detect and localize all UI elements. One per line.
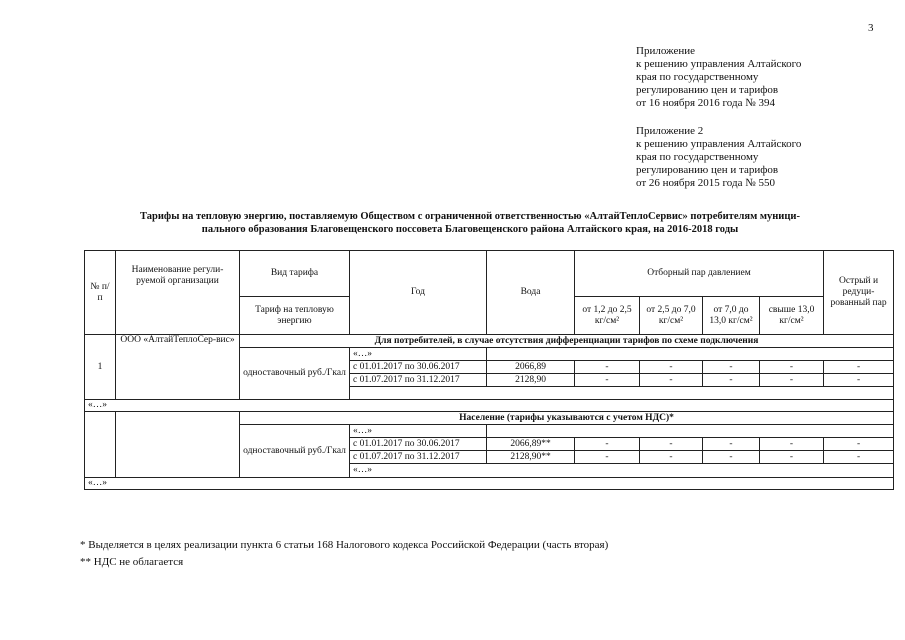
appendix-line: регулированию цен и тарифов bbox=[636, 84, 779, 96]
appendix-line: края по государственному bbox=[636, 71, 759, 83]
footnote-2: ** НДС не облагается bbox=[80, 556, 184, 568]
appendix-line: от 26 ноября 2015 года № 550 bbox=[636, 177, 775, 189]
sharp-cell: - bbox=[824, 438, 894, 451]
section1-title: Для потребителей, в случае отсутствия дифференциации тарифов по схеме подключения bbox=[240, 335, 894, 348]
appendix-line: регулированию цен и тарифов bbox=[636, 164, 779, 176]
header-year: Год bbox=[350, 251, 487, 335]
header-sharp-steam: Острый и редуци-рованный пар bbox=[824, 251, 894, 335]
mid-ellipsis: «…» bbox=[85, 400, 894, 412]
empty-cell bbox=[487, 425, 894, 438]
header-steam: Отборный пар давлением bbox=[575, 251, 824, 297]
appendix-line: Приложение 2 bbox=[636, 125, 704, 137]
steam2-cell: - bbox=[640, 438, 703, 451]
page-number: 3 bbox=[868, 22, 874, 34]
appendix-line: от 16 ноября 2016 года № 394 bbox=[636, 97, 775, 109]
period-cell: с 01.07.2017 по 31.12.2017 bbox=[350, 374, 487, 387]
steam4-cell: - bbox=[760, 374, 824, 387]
header-tariff-type: Вид тарифа bbox=[240, 251, 350, 297]
section2-ellipsis-top: «…» bbox=[350, 425, 487, 438]
section2-ellipsis-bottom: «…» bbox=[350, 464, 894, 478]
empty-cell bbox=[350, 387, 894, 400]
period-cell: с 01.01.2017 по 30.06.2017 bbox=[350, 361, 487, 374]
steam3-cell: - bbox=[703, 438, 760, 451]
appendix-line: к решению управления Алтайского bbox=[636, 58, 802, 70]
row-number: 1 bbox=[85, 335, 116, 400]
steam1-cell: - bbox=[575, 361, 640, 374]
empty-cell bbox=[116, 412, 240, 478]
steam3-cell: - bbox=[703, 361, 760, 374]
empty-cell bbox=[85, 412, 116, 478]
steam2-cell: - bbox=[640, 361, 703, 374]
steam2-cell: - bbox=[640, 451, 703, 464]
steam1-cell: - bbox=[575, 374, 640, 387]
steam3-cell: - bbox=[703, 374, 760, 387]
section1-tariff-type: одноставочный руб./Гкал bbox=[240, 348, 350, 400]
tariff-label: Тариф на тепловую энергию bbox=[240, 297, 350, 335]
steam4-cell: - bbox=[760, 361, 824, 374]
steam4-cell: - bbox=[760, 438, 824, 451]
sharp-cell: - bbox=[824, 374, 894, 387]
document-title bbox=[70, 210, 870, 236]
header-org: Наименование регули-руемой организации bbox=[116, 251, 240, 335]
period-cell: с 01.01.2017 по 30.06.2017 bbox=[350, 438, 487, 451]
tariff-table bbox=[84, 250, 894, 490]
appendix-line: к решению управления Алтайского bbox=[636, 138, 802, 150]
appendix-2-block bbox=[636, 125, 801, 190]
appendix-line: Приложение bbox=[636, 45, 696, 57]
steam1-cell: - bbox=[575, 438, 640, 451]
steam1-cell: - bbox=[575, 451, 640, 464]
steam3-cell: - bbox=[703, 451, 760, 464]
water-cell: 2128,90 bbox=[487, 374, 575, 387]
end-ellipsis: «…» bbox=[85, 478, 894, 490]
section2-tariff-type: одноставочный руб./Гкал bbox=[240, 425, 350, 478]
title-line-1: Тарифы на тепловую энергию, поставляемую Обществом с ограниченной ответственностью «АлтайТеплоСервис» потребителям муници- bbox=[140, 211, 800, 222]
header-num: № п/п bbox=[85, 251, 116, 335]
empty-cell bbox=[487, 348, 894, 361]
header-water: Вода bbox=[487, 251, 575, 335]
header-steam-3: от 7,0 до 13,0 кг/см² bbox=[703, 297, 760, 335]
section2-title: Население (тарифы указываются с учетом НДС)* bbox=[240, 412, 894, 425]
water-cell: 2066,89** bbox=[487, 438, 575, 451]
appendix-1-block bbox=[636, 45, 801, 110]
water-cell: 2128,90** bbox=[487, 451, 575, 464]
period-cell: с 01.07.2017 по 31.12.2017 bbox=[350, 451, 487, 464]
footnote-1: * Выделяется в целях реализации пункта 6 статьи 168 Налогового кодекса Российской Федерации (часть вторая) bbox=[80, 539, 609, 551]
sharp-cell: - bbox=[824, 451, 894, 464]
water-cell: 2066,89 bbox=[487, 361, 575, 374]
organization-name: ООО «АлтайТеплоСер-вис» bbox=[116, 335, 240, 400]
header-steam-4: свыше 13,0 кг/см² bbox=[760, 297, 824, 335]
header-steam-2: от 2,5 до 7,0 кг/см² bbox=[640, 297, 703, 335]
section1-ellipsis: «…» bbox=[350, 348, 487, 361]
title-line-2: пального образования Благовещенского поссовета Благовещенского района Алтайского края, на 2016-2018 годы bbox=[201, 224, 739, 235]
appendix-line: края по государственному bbox=[636, 151, 759, 163]
header-steam-1: от 1,2 до 2,5 кг/см² bbox=[575, 297, 640, 335]
steam2-cell: - bbox=[640, 374, 703, 387]
steam4-cell: - bbox=[760, 451, 824, 464]
sharp-cell: - bbox=[824, 361, 894, 374]
